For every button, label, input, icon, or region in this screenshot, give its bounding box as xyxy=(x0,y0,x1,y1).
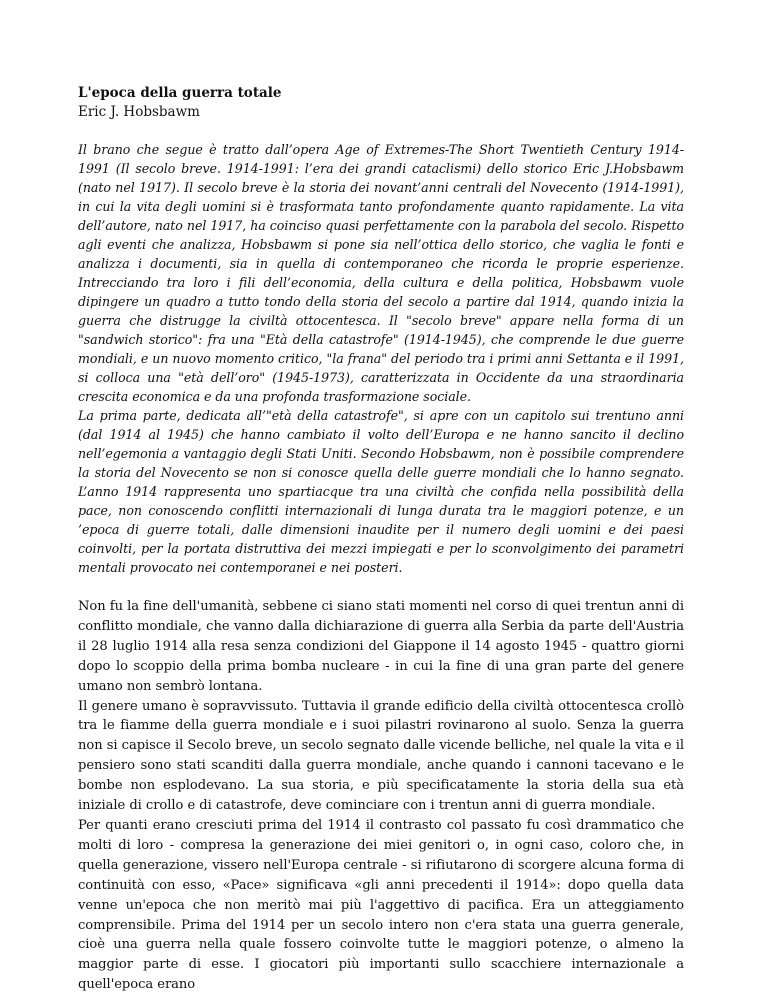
document-author: Eric J. Hobsbawm xyxy=(78,104,200,120)
body-paragraph: Il genere umano è sopravvissuto. Tuttavia il grande edificio della civiltà ottocentesca crollò tra le fiamme della guerra mondiale e i suoi pilastri rovinarono al suolo. Senza la guerra non si capisce il Secolo breve, un secolo segnato dalle vicende belliche, nel quale la vita e il pensiero sono stati scanditi dalla guerra mondiale, anche quando i cannoni tacevano e le bombe non esplodevano. La sua storia, e più specificatamente la storia della sua età iniziale di crollo e di catastrofe, deve cominciare con i trentun anni di guerra mondiale. xyxy=(78,698,684,814)
intro-paragraph: La prima parte, dedicata all’"età della catastrofe", si apre con un capitolo sui trentuno anni (dal 1914 al 1945) che hanno cambiato il volto dell’Europa e ne hanno sancito il declino nell’egemonia a vantaggio degli Stati Uniti. Secondo Hobsbawm, non è possibile comprendere la storia del Novecento se non si conosce quella delle guerre mondiali che lo hanno segnato. L’anno 1914 rappresenta uno spartiacque tra una civiltà che confida nella possibilità della pace, non conoscendo conflitti internazionali di lunga durata tra le maggiori potenze, e un ’epoca di guerre totali, dalle dimensioni inaudite per il numero degli uomini e dei paesi coinvolti, per la portata distruttiva dei mezzi impiegati e per lo sconvolgimento dei parametri mentali provocato nei contemporanei e nei posteri. xyxy=(78,408,684,575)
body-section xyxy=(78,597,684,995)
document-title: L'epoca della guerra totale xyxy=(78,85,282,101)
document-page xyxy=(78,84,684,995)
body-paragraph: Per quanti erano cresciuti prima del 1914 il contrasto col passato fu così drammatico che molti di loro - compresa la generazione dei miei genitori o, in ogni caso, coloro che, in quella generazione, vissero nell'Europa centrale - si rifiutarono di scorgere alcuna forma di continuità con esso, «Pace» significava «gli anni precedenti il 1914»: dopo quella data venne un'epoca che non meritò mai più l'aggettivo di pacifica. Era un atteggiamento comprensibile. Prima del 1914 per un secolo intero non c'era stata una guerra generale, cioè una guerra nella quale fossero coinvolte tutte le maggiori potenze, o almeno la maggior parte di esse. I giocatori più importanti sullo scacchiere internazionale a quell'epoca erano xyxy=(78,817,684,993)
intro-section xyxy=(78,140,684,577)
body-paragraph: Non fu la fine dell'umanità, sebbene ci siano stati momenti nel corso di quei trentun anni di conflitto mondiale, che vanno dalla dichiarazione di guerra alla Serbia da parte dell'Austria il 28 luglio 1914 alla resa senza condizioni del Giappone il 14 agosto 1945 - quattro giorni dopo lo scoppio della prima bomba nucleare - in cui la fine di una gran parte del genere umano non sembrò lontana. xyxy=(78,599,684,694)
intro-paragraph: Il brano che segue è tratto dall’opera Age of Extremes-The Short Twentieth Century 1914-1991 (Il secolo breve. 1914-1991: l’era dei grandi cataclismi) dello storico Eric J.Hobsbawm (nato nel 1917). Il secolo breve è la storia dei novant’anni centrali del Novecento (1914-1991), in cui la vita degli uomini si è trasformata tanto profondamente quanto rapidamente. La vita dell’autore, nato nel 1917, ha coinciso quasi perfettamente con la parabola del secolo. Rispetto agli eventi che analizza, Hobsbawm si pone sia nell’ottica dello storico, che vaglia le fonti e analizza i documenti, sia in quella di contemporaneo che ricorda le proprie esperienze. Intrecciando tra loro i fili dell’economia, della cultura e della politica, Hobsbawm vuole dipingere un quadro a tutto tondo della storia del secolo a partire dal 1914, quando inizia la guerra che distrugge la civiltà ottocentesca. Il "secolo breve" appare nella forma di un "sandwich storico": fra una "Età della catastrofe" (1914-1945), che comprende le due guerre mondiali, e un nuovo momento critico, "la frana" del periodo tra i primi anni Settanta e il 1991, si colloca una "età dell’oro" (1945-1973), caratterizzata in Occidente da una straordinaria crescita economica e da una profonda trasformazione sociale. xyxy=(78,142,684,404)
